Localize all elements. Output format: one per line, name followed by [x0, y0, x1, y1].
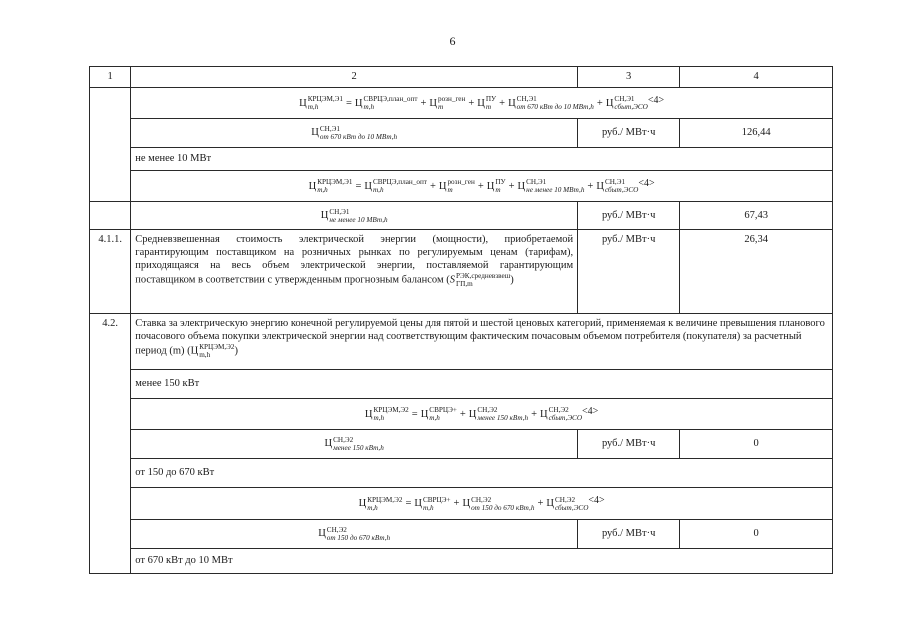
subsection-label: менее 150 кВт	[131, 370, 833, 399]
symbol-sub: m,h	[373, 414, 385, 423]
value-cell: 0	[680, 430, 833, 459]
price-symbol	[508, 95, 594, 112]
symbol-cell	[131, 430, 578, 459]
price-symbol	[414, 495, 451, 512]
price-symbol	[364, 406, 409, 423]
table-header-row	[90, 67, 833, 88]
price-symbol	[308, 178, 353, 195]
symbol-base: Ц	[358, 498, 367, 510]
symbol-sub: m	[437, 103, 444, 112]
symbol-base: Ц	[540, 408, 548, 420]
symbol-sup: СН,Э1	[516, 95, 537, 104]
formula-operator: +	[587, 180, 594, 192]
symbol-base: Ц	[320, 209, 329, 221]
formula-operator: =	[411, 408, 418, 420]
symbol-base: Ц	[605, 97, 614, 109]
formula-cell	[131, 88, 833, 119]
price-symbol	[354, 95, 418, 112]
table-row	[90, 148, 833, 171]
symbol-sup: КРЦЭМ,Э2	[373, 406, 409, 415]
symbol-sup: СН,Э1	[526, 178, 547, 187]
symbol-base: Ц	[462, 498, 471, 510]
row-description: Ставка за электрическую энергию конечной регулируемой цены для пятой и шестой ценовых категорий, применяемая к величине превышения планового почасового объема покупки электрической энергии над соответствующим фактическим почасовым объемом потребителя (покупателя) за расчетный период (m) (Ц КРЦЭМ,Э2 m,h )	[131, 314, 833, 370]
symbol-sup: розн_ген	[437, 95, 466, 104]
formula-operator: =	[345, 97, 352, 109]
symbol-sub: m	[485, 103, 492, 112]
symbol-cell	[131, 119, 578, 148]
symbol-base: Ц	[308, 180, 317, 192]
footnote-ref: <4>	[638, 177, 655, 189]
symbol-base: Ц	[364, 408, 373, 420]
formula-operator: +	[420, 97, 427, 109]
price-symbol	[596, 178, 639, 195]
price-symbol	[420, 406, 457, 423]
symbol-sup: СН,Э2	[554, 495, 576, 504]
table-row	[90, 488, 833, 520]
header-col-2: 2	[131, 67, 578, 88]
header-col-1: 1	[90, 67, 131, 88]
symbol-base: Ц	[364, 180, 372, 192]
symbol-base: Ц	[477, 97, 485, 109]
price-symbol	[546, 495, 589, 512]
symbol-sub: m,h	[199, 351, 211, 360]
symbol-base: Ц	[354, 97, 363, 109]
symbol-sub: от 670 кВт до 10 МВт,h	[319, 133, 398, 141]
subsection-label: от 150 до 670 кВт	[131, 459, 833, 488]
symbol-sub: не менее 10 МВт,h	[526, 186, 585, 195]
symbol-cell	[131, 520, 578, 549]
symbol-sup: СН,Э2	[477, 406, 498, 415]
symbol-base: Ц	[486, 180, 495, 192]
subsection-label: не менее 10 МВт	[131, 148, 833, 171]
price-symbol	[438, 178, 475, 195]
formula-operator: +	[477, 180, 484, 192]
symbol-sub: не менее 10 МВт,h	[329, 215, 388, 224]
page-number: 6	[449, 34, 456, 48]
price-symbol	[318, 526, 391, 542]
table-row	[90, 119, 833, 148]
value-cell: 0	[680, 520, 833, 549]
table-row	[90, 171, 833, 202]
row-number-cell	[90, 88, 131, 202]
price-symbol	[477, 95, 497, 112]
unit-cell: руб./ МВт·ч	[578, 430, 680, 459]
price-symbol	[486, 178, 506, 195]
footnote-ref: <4>	[582, 405, 599, 417]
table-row	[90, 399, 833, 430]
price-symbol	[468, 406, 529, 423]
price-symbol	[429, 95, 466, 112]
symbol-base: Ц	[596, 180, 604, 192]
value-cell: 126,44	[680, 119, 833, 148]
symbol-sub: от 670 кВт до 10 МВт,h	[516, 103, 594, 112]
symbol-sup: СН,Э2	[326, 526, 347, 534]
symbol-base: Ц	[420, 408, 429, 420]
symbol-base: Ц	[299, 97, 307, 109]
table-row	[90, 370, 833, 399]
symbol-sup: СН,Э1	[329, 207, 350, 216]
symbol-sup: СВРЦЭ,план_опт	[372, 178, 427, 187]
value-cell: 26,34	[680, 230, 833, 314]
formula-cell	[131, 399, 833, 430]
row-number: 4.2.	[90, 314, 131, 574]
formula-operator: =	[405, 498, 412, 510]
formula-operator: +	[499, 97, 506, 109]
formula-operator: +	[596, 97, 603, 109]
symbol-base: Ц	[429, 97, 437, 109]
unit-cell: руб./ МВт·ч	[578, 202, 680, 230]
price-symbol	[358, 495, 403, 512]
symbol-sub: m,h	[429, 414, 440, 423]
symbol-sup: СН,Э1	[319, 125, 340, 133]
symbol-sup: СН,Э2	[333, 436, 354, 444]
symbol-base: Ц	[414, 498, 422, 510]
footnote-ref: <4>	[588, 495, 605, 507]
symbol-sup: ПУ	[485, 95, 497, 104]
symbol-sub: менее 150 кВт,h	[333, 444, 384, 452]
unit-cell: руб./ МВт·ч	[578, 520, 680, 549]
symbol-sub: сбыт,ЭСО	[614, 103, 648, 112]
formula-operator: =	[355, 180, 362, 192]
formula-operator: +	[468, 97, 475, 109]
symbol-sub: m,h	[363, 103, 375, 112]
symbol-sup: СН,Э1	[614, 95, 635, 104]
symbol-base: Ц	[508, 97, 516, 109]
formula-operator: +	[459, 408, 466, 420]
symbol-sup: СВРЦЭ+	[429, 406, 457, 415]
price-symbol	[540, 406, 583, 423]
symbol-sub: менее 150 кВт,h	[477, 414, 529, 423]
symbol-base: S	[449, 274, 456, 286]
symbol-base: Ц	[546, 498, 554, 510]
tariff-table	[89, 66, 833, 574]
symbol-sub: m	[447, 186, 453, 195]
price-symbol	[299, 95, 343, 112]
description-text: Ставка за электрическую энергию конечной регулируемой цены для пятой и шестой ценовых категорий, применяемая к величине превышения планового почасового объема покупки электрической энергии над соответствующим фактическим почасовым объемом потребителя (покупателя) за расчетный период (m)	[135, 318, 825, 357]
symbol-sup: СВРЦЭ,план_опт	[363, 95, 418, 104]
header-col-4: 4	[680, 67, 833, 88]
formula-operator: +	[508, 180, 515, 192]
price-symbol	[364, 178, 427, 195]
symbol-sub: m,h	[307, 103, 319, 112]
row-description: Средневзвешенная стоимость электрической энергии (мощности), приобретаемой гарантирующим поставщиком на розничных рынках по регулируемым ценам (тарифам), приходящаяся на весь объем электрической энергии, поставляемой гарантирующим поставщиком в соответствии с утвержденным прогнозным балансом (S РЭК,средневзвеш ГП,m )	[131, 230, 578, 314]
symbol-sub: сбыт,ЭСО	[548, 414, 583, 423]
symbol-sub: от 150 до 670 кВт,h	[326, 534, 391, 542]
symbol-sup: СВРЦЭ+	[422, 495, 451, 504]
symbol-sub: m,h	[372, 186, 384, 195]
description-text: Средневзвешенная стоимость электрической энергии (мощности), приобретаемой гарантирующим поставщиком на розничных рынках по регулируемым ценам (тарифам), приходящаяся на весь объем электрической энергии, поставляемой гарантирующим поставщиком в соответствии с утвержденным прогнозным балансом	[135, 234, 574, 286]
formula-cell	[131, 488, 833, 520]
symbol-sup: РЭК,средневзвеш	[456, 272, 511, 281]
symbol-base: Ц	[311, 127, 319, 139]
table-row	[90, 202, 833, 230]
symbol-sub: m	[495, 186, 501, 195]
symbol-sup: розн_ген	[447, 178, 475, 187]
symbol-sup: КРЦЭМ,Э2	[367, 495, 403, 504]
price-symbol	[320, 207, 388, 224]
row-number: 4.1.1.	[90, 230, 131, 314]
symbol-base: Ц	[517, 180, 526, 192]
price-symbol	[462, 495, 535, 512]
symbol-sup: КРЦЭМ,Э1	[307, 95, 343, 104]
price-symbol	[517, 178, 585, 195]
symbol-sup: КРЦЭМ,Э2	[199, 343, 235, 352]
formula-operator: +	[453, 498, 460, 510]
table-row	[90, 430, 833, 459]
formula-operator: +	[531, 408, 538, 420]
price-symbol	[605, 95, 648, 112]
table-row	[90, 520, 833, 549]
symbol-base: Ц	[318, 528, 326, 540]
symbol-sub: от 150 до 670 кВт,h	[471, 503, 535, 512]
table-row	[90, 230, 833, 314]
header-col-3: 3	[578, 67, 680, 88]
table-row	[90, 549, 833, 574]
price-symbol	[324, 436, 384, 452]
symbol-sub: m,h	[367, 503, 378, 512]
subsection-label: от 670 кВт до 10 МВт	[131, 549, 833, 574]
symbol-sub: сбыт,ЭСО	[604, 186, 639, 195]
formula-operator: +	[537, 498, 544, 510]
formula-cell	[131, 171, 833, 202]
symbol-base: Ц	[438, 180, 447, 192]
symbol-sub: сбыт,ЭСО	[554, 503, 589, 512]
symbol-cell	[131, 202, 578, 230]
formula-operator: +	[429, 180, 436, 192]
symbol-base: Ц	[324, 438, 333, 450]
symbol-base: Ц	[468, 408, 477, 420]
value-cell: 67,43	[680, 202, 833, 230]
symbol-sup: ПУ	[495, 178, 506, 187]
table-row	[90, 314, 833, 370]
symbol-sub: m,h	[422, 503, 434, 512]
unit-cell: руб./ МВт·ч	[578, 230, 680, 314]
symbol-sub: m,h	[317, 186, 328, 195]
price-symbol	[311, 125, 398, 141]
unit-cell: руб./ МВт·ч	[578, 119, 680, 148]
symbol-sup: СН,Э2	[471, 495, 492, 504]
symbol-sub: ГП,m	[456, 280, 473, 289]
row-number-cell	[90, 202, 131, 230]
symbol-sup: СН,Э2	[548, 406, 569, 415]
symbol-sup: СН,Э1	[604, 178, 626, 187]
table-row	[90, 459, 833, 488]
table-row	[90, 88, 833, 119]
symbol-sup: КРЦЭМ,Э1	[317, 178, 353, 187]
footnote-ref: <4>	[647, 94, 665, 106]
